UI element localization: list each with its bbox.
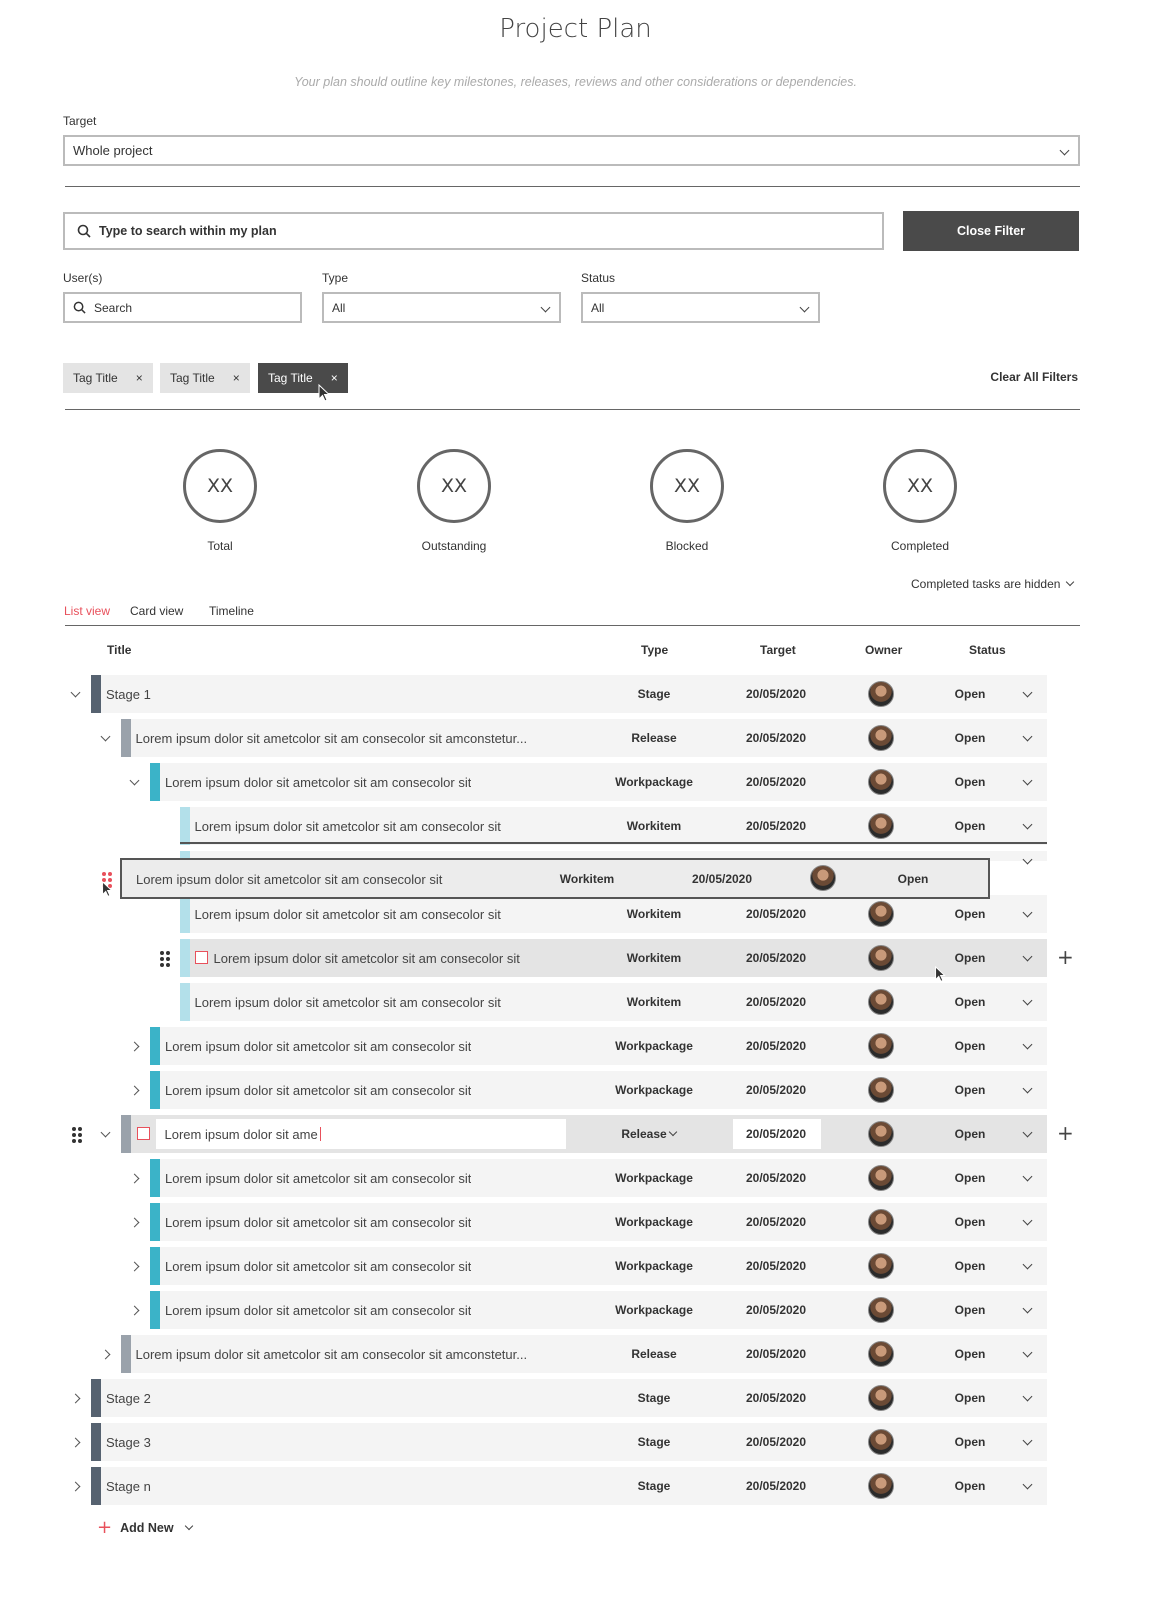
stage-indicator — [91, 1379, 101, 1417]
workitem-indicator — [180, 807, 190, 845]
status-text: Open — [954, 1347, 986, 1361]
status-value: All — [591, 300, 605, 315]
stat-blocked-circle: XX — [650, 449, 724, 523]
target-date: 20/05/2020 — [745, 1215, 807, 1229]
status-text: Open — [954, 1083, 986, 1097]
status-select[interactable] — [581, 292, 820, 323]
target-date: 20/05/2020 — [745, 1479, 807, 1493]
table-row[interactable] — [121, 1335, 1048, 1373]
add-new-label: Add New — [120, 1520, 174, 1535]
title-edit-value: Lorem ipsum dolor sit ame — [164, 1126, 318, 1142]
release-indicator — [121, 719, 131, 757]
type-cell: Workpackage — [615, 775, 693, 789]
type-value: All — [332, 300, 346, 315]
checkbox[interactable] — [137, 1127, 150, 1140]
target-date: 20/05/2020 — [745, 951, 807, 965]
status-text: Open — [954, 907, 986, 921]
avatar[interactable] — [868, 1077, 894, 1103]
stat-completed-circle: XX — [883, 449, 957, 523]
type-cell: Workpackage — [615, 1083, 693, 1097]
chevron-down-icon[interactable] — [130, 776, 140, 786]
chevron-down-icon — [541, 303, 551, 313]
avatar — [810, 865, 836, 891]
workpackage-indicator — [150, 1027, 160, 1065]
avatar[interactable] — [868, 1297, 894, 1323]
search-icon — [73, 301, 86, 314]
column-target: Target — [760, 643, 796, 657]
status-text: Open — [954, 1215, 986, 1229]
dragged-row[interactable] — [120, 858, 990, 899]
drag-handle-icon[interactable] — [160, 951, 170, 967]
target-date: 20/05/2020 — [745, 995, 807, 1009]
avatar[interactable] — [868, 1165, 894, 1191]
type-cell: Stage — [637, 687, 671, 701]
row-title: Lorem ipsum dolor sit ametcolor sit am consecolor sit — [194, 994, 501, 1010]
row-title: Lorem ipsum dolor sit ametcolor sit am consecolor sit — [194, 818, 501, 834]
divider — [65, 625, 1080, 626]
status-text: Open — [954, 819, 986, 833]
search-placeholder: Type to search within my plan — [99, 224, 277, 238]
chevron-down-icon — [184, 1521, 192, 1529]
plus-icon: + — [97, 1517, 113, 1538]
release-indicator — [121, 1115, 131, 1153]
status-text: Open — [954, 995, 986, 1009]
row-title: Lorem ipsum dolor sit ametcolor sit am consecolor sit — [165, 774, 472, 790]
workpackage-indicator — [150, 1159, 160, 1197]
row-title: Lorem ipsum dolor sit ametcolor sit am consecolor sit — [165, 1170, 472, 1186]
avatar[interactable] — [868, 769, 894, 795]
type-cell: Workpackage — [615, 1171, 693, 1185]
row-title: Lorem ipsum dolor sit ametcolor sit am consecolor sit amconstetur... — [135, 730, 528, 746]
stat-outstanding-label: Outstanding — [421, 539, 487, 553]
tab-timeline[interactable]: Timeline — [209, 604, 254, 618]
divider — [65, 409, 1080, 410]
chevron-right-icon[interactable] — [130, 1306, 140, 1316]
target-date: 20/05/2020 — [745, 1259, 807, 1273]
page-subtitle: Your plan should outline key milestones, releases, reviews and other considerations or dependencies. — [294, 75, 857, 89]
chevron-down-icon[interactable] — [71, 688, 81, 698]
filter-tag[interactable] — [63, 363, 153, 393]
type-cell: Stage — [637, 1391, 671, 1405]
type-cell[interactable]: Release — [621, 1127, 667, 1141]
avatar[interactable] — [868, 1121, 894, 1147]
chevron-down-icon[interactable] — [100, 1128, 110, 1138]
column-status: Status — [969, 643, 1006, 657]
status-text: Open — [954, 1479, 986, 1493]
chevron-right-icon[interactable] — [71, 1394, 81, 1404]
stat-total-circle: XX — [183, 449, 257, 523]
type-cell: Stage — [637, 1435, 671, 1449]
chevron-down-icon — [800, 303, 810, 313]
stage-indicator — [91, 1423, 101, 1461]
cursor-icon — [101, 881, 115, 899]
status-text: Open — [954, 775, 986, 789]
table-row[interactable] — [91, 1423, 1047, 1461]
chevron-right-icon[interactable] — [71, 1482, 81, 1492]
avatar[interactable] — [868, 681, 894, 707]
target-date: 20/05/2020 — [745, 1347, 807, 1361]
target-date: 20/05/2020 — [745, 819, 807, 833]
row-title: Lorem ipsum dolor sit ametcolor sit am consecolor sit — [213, 950, 520, 966]
tab-card-view[interactable]: Card view — [130, 604, 184, 618]
cursor-icon — [934, 966, 948, 984]
target-date: 20/05/2020 — [745, 1127, 807, 1141]
row-title: Lorem ipsum dolor sit ametcolor sit am consecolor sit amconstetur... — [135, 1346, 528, 1362]
tag-label: Tag Title — [170, 371, 215, 385]
stat-blocked-label: Blocked — [665, 539, 709, 553]
status-label: Status — [581, 271, 616, 285]
title-edit-input[interactable] — [156, 1119, 566, 1149]
table-row[interactable] — [121, 719, 1048, 757]
table-row[interactable] — [91, 1467, 1047, 1505]
chevron-down-icon — [1066, 578, 1074, 586]
close-filter-button[interactable]: Close Filter — [903, 211, 1079, 251]
column-title: Title — [107, 643, 132, 657]
row-title: Stage 3 — [106, 1434, 151, 1450]
stat-total-label: Total — [207, 539, 233, 553]
target-select[interactable] — [63, 135, 1080, 166]
row-title: Lorem ipsum dolor sit ametcolor sit am consecolor sit — [165, 1082, 472, 1098]
type-cell: Workpackage — [615, 1259, 693, 1273]
users-label: User(s) — [63, 271, 103, 285]
target-date: 20/05/2020 — [745, 687, 807, 701]
text-caret — [320, 1127, 321, 1141]
chevron-right-icon[interactable] — [130, 1262, 140, 1272]
table-row[interactable] — [91, 675, 1047, 713]
target-value: Whole project — [73, 143, 153, 158]
row-title: Lorem ipsum dolor sit ametcolor sit am consecolor sit — [165, 1214, 472, 1230]
filter-tag[interactable] — [258, 363, 348, 393]
target-date: 20/05/2020 — [745, 1391, 807, 1405]
chevron-right-icon[interactable] — [130, 1174, 140, 1184]
avatar[interactable] — [868, 725, 894, 751]
add-child-icon[interactable]: + — [1057, 945, 1074, 969]
row-title: Lorem ipsum dolor sit ametcolor sit am consecolor sit — [194, 906, 501, 922]
status-text: Open — [954, 1391, 986, 1405]
drag-handle-icon[interactable] — [72, 1127, 82, 1143]
search-icon — [77, 224, 91, 238]
clear-all-filters-link[interactable]: Clear All Filters — [990, 370, 1078, 384]
chevron-right-icon[interactable] — [130, 1086, 140, 1096]
avatar[interactable] — [868, 989, 894, 1015]
avatar[interactable] — [868, 813, 894, 839]
add-new-button[interactable] — [97, 1517, 192, 1538]
workpackage-indicator — [150, 1203, 160, 1241]
target-date: 20/05/2020 — [745, 731, 807, 745]
chevron-down-icon[interactable] — [100, 732, 110, 742]
chevron-right-icon[interactable] — [71, 1438, 81, 1448]
status-text: Open — [954, 731, 986, 745]
status-text: Open — [954, 1127, 986, 1141]
target-date: 20/05/2020 — [745, 1039, 807, 1053]
type-cell: Release — [631, 1347, 677, 1361]
target-date: 20/05/2020 — [745, 907, 807, 921]
type-cell: Workitem — [626, 907, 682, 921]
target-date: 20/05/2020 — [745, 775, 807, 789]
close-icon[interactable]: × — [330, 371, 338, 385]
target-date: 20/05/2020 — [745, 1303, 807, 1317]
target-date: 20/05/2020 — [745, 1435, 807, 1449]
type-cell: Workpackage — [615, 1303, 693, 1317]
stage-indicator — [91, 1467, 101, 1505]
avatar[interactable] — [868, 901, 894, 927]
hidden-tasks-toggle[interactable] — [911, 577, 1060, 591]
divider — [65, 186, 1080, 187]
type-cell: Workpackage — [615, 1039, 693, 1053]
avatar[interactable] — [868, 1033, 894, 1059]
status-text: Open — [954, 1435, 986, 1449]
drop-indicator — [180, 842, 1048, 844]
tag-label: Tag Title — [73, 371, 118, 385]
target-date: 20/05/2020 — [745, 1171, 807, 1185]
type-select[interactable] — [322, 292, 561, 323]
avatar[interactable] — [868, 1341, 894, 1367]
plan-search-input[interactable] — [63, 212, 884, 250]
avatar[interactable] — [868, 1253, 894, 1279]
status-text: Open — [954, 687, 986, 701]
avatar[interactable] — [868, 1385, 894, 1411]
table-row[interactable] — [91, 1379, 1047, 1417]
type-cell: Workitem — [626, 995, 682, 1009]
avatar[interactable] — [868, 1473, 894, 1499]
workpackage-indicator — [150, 763, 160, 801]
column-owner: Owner — [865, 643, 903, 657]
avatar[interactable] — [868, 1209, 894, 1235]
close-icon[interactable]: × — [135, 371, 143, 385]
checkbox[interactable] — [195, 951, 208, 964]
row-title: Lorem ipsum dolor sit ametcolor sit am consecolor sit — [165, 1258, 472, 1274]
chevron-right-icon[interactable] — [100, 1350, 110, 1360]
row-title: Lorem ipsum dolor sit ametcolor sit am consecolor sit — [136, 872, 443, 887]
users-search-input[interactable] — [63, 292, 302, 323]
column-type: Type — [641, 643, 669, 657]
stat-outstanding-circle: XX — [417, 449, 491, 523]
stage-indicator — [91, 675, 101, 713]
row-title: Lorem ipsum dolor sit ametcolor sit am consecolor sit — [165, 1302, 472, 1318]
row-title: Stage 2 — [106, 1390, 151, 1406]
row-title: Stage n — [106, 1478, 151, 1494]
close-icon[interactable]: × — [232, 371, 240, 385]
workpackage-indicator — [150, 1247, 160, 1285]
workitem-indicator — [180, 939, 190, 977]
status-text: Open — [954, 1259, 986, 1273]
page-title: Project Plan — [499, 14, 652, 44]
chevron-right-icon[interactable] — [130, 1042, 140, 1052]
type-cell: Release — [631, 731, 677, 745]
status-text: Open — [954, 1303, 986, 1317]
type-cell: Stage — [637, 1479, 671, 1493]
row-title: Lorem ipsum dolor sit ametcolor sit am consecolor sit — [165, 1038, 472, 1054]
type-cell: Workitem — [559, 872, 615, 886]
target-date: 20/05/2020 — [691, 872, 753, 886]
filter-tag[interactable] — [160, 363, 250, 393]
status-text: Open — [954, 951, 986, 965]
release-indicator — [121, 1335, 131, 1373]
status-text: Open — [954, 1039, 986, 1053]
status-text: Open — [954, 1171, 986, 1185]
chevron-right-icon[interactable] — [130, 1218, 140, 1228]
status-text: Open — [897, 872, 929, 886]
workitem-indicator — [180, 983, 190, 1021]
type-cell: Workitem — [626, 951, 682, 965]
stat-completed-label: Completed — [890, 539, 950, 553]
tag-label: Tag Title — [268, 371, 313, 385]
workpackage-indicator — [150, 1291, 160, 1329]
type-cell: Workitem — [626, 819, 682, 833]
row-title: Stage 1 — [106, 686, 151, 702]
avatar[interactable] — [868, 1429, 894, 1455]
cursor-icon — [318, 384, 332, 404]
workpackage-indicator — [150, 1071, 160, 1109]
target-date: 20/05/2020 — [745, 1083, 807, 1097]
add-child-icon[interactable]: + — [1057, 1121, 1074, 1145]
type-cell: Workpackage — [615, 1215, 693, 1229]
users-placeholder: Search — [94, 300, 133, 315]
tab-list-view[interactable]: List view — [64, 604, 111, 618]
type-label: Type — [322, 271, 349, 285]
avatar[interactable] — [868, 945, 894, 971]
hidden-tasks-label: Completed tasks are hidden — [911, 577, 1061, 591]
target-label: Target — [63, 114, 97, 128]
chevron-down-icon — [1060, 146, 1070, 156]
workitem-indicator — [180, 895, 190, 933]
